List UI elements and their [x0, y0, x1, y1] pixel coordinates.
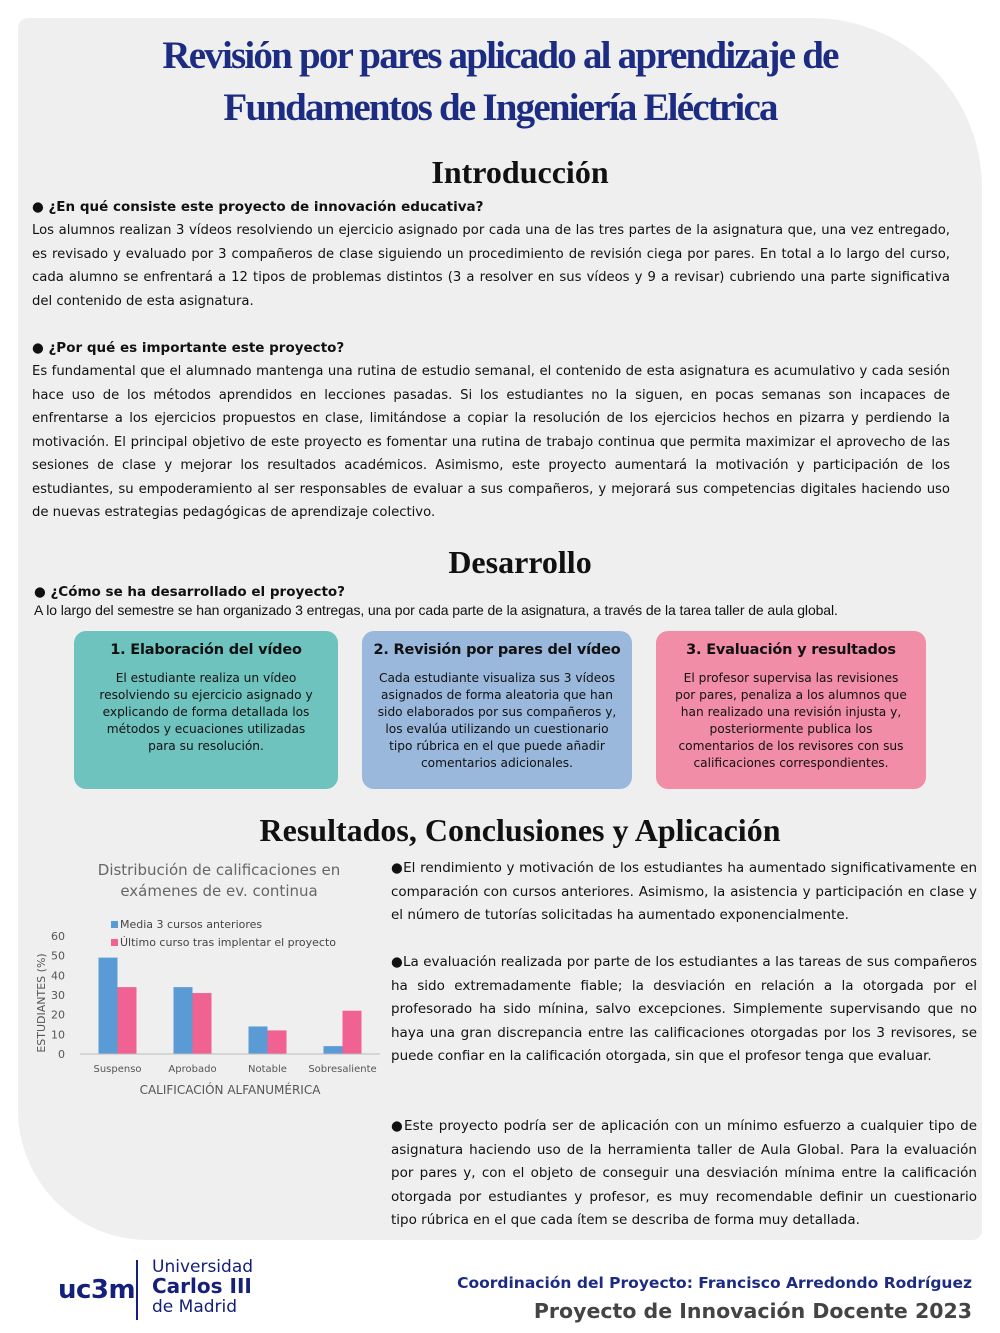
card-evaluacion — [656, 631, 926, 789]
title-line-2: Fundamentos de Ingeniería Eléctrica — [223, 86, 777, 129]
x-category-label: Notable — [248, 1064, 287, 1075]
x-category-label: Suspenso — [93, 1064, 142, 1075]
coordination-credit: Coordinación del Proyecto: Francisco Arredondo Rodríguez — [457, 1274, 972, 1292]
logo-line-3: de Madrid — [152, 1297, 238, 1317]
result-bullet-3: ●Este proyecto podría ser de aplicación con un mínimo esfuerzo a cualquier tipo de asignatura haciendo uso de la herramienta taller de Aula Global. Para la evaluación por pares y, con el objeto de conseguir una desviación mínima entre la calificación otorgada por estudiantes y profesor, es muy recomendable definir un cuestionario tipo rúbrica en el que cada ítem se describa de forma muy detallada. — [391, 1118, 977, 1228]
legend-label-previous: Media 3 cursos anteriores — [120, 918, 263, 931]
legend-swatch-current — [111, 939, 118, 946]
card-1-text: El estudiante realiza un vídeo resolviendo su ejercicio asignado y explicando de forma detallada los métodos y ecuaciones utilizadas para su resolución. — [99, 671, 313, 753]
y-tick-label: 40 — [51, 969, 65, 983]
logo-divider — [136, 1260, 138, 1320]
chart-y-axis-label: ESTUDIANTES (%) — [35, 953, 48, 1053]
card-2-title: 2. Revisión por pares del vídeo — [373, 642, 621, 658]
y-tick-label: 50 — [51, 949, 65, 963]
bar-aprobado-series-1 — [193, 993, 212, 1054]
y-tick-label: 10 — [51, 1028, 65, 1042]
result-bullet-2: ●La evaluación realizada por parte de los estudiantes a las tareas de sus compañeros ha sido extremadamente fiable; la desviación en relación a la otorgada por el profesorado ha sido mínina, salvo excepciones. Simplemente supervisando que no haya una gran discrepancia entre las calificaciones otorgadas por los 3 revisores, se puede confiar en la calificación otorgada, sin que el profesor tenga que evaluar. — [391, 954, 977, 1064]
chart-title-line-2: exámenes de ev. continua — [120, 882, 318, 900]
card-1-title: 1. Elaboración del vídeo — [110, 642, 302, 658]
intro-paragraph-2: Es fundamental que el alumnado mantenga una rutina de estudio semanal, el contenido de esta asignatura es acumulativo y cada sesión hace uso de los métodos aprendidos en lecciones pasadas. Si los estudiantes no la siguen, en pocas semanas son incapaces de enfrentarse a los ejercicios propuestos en clase, limitándose a copiar la resolución de los ejercicios hechos en pizarra y perdiendo la motivación. El principal objetivo de este proyecto es fomentar una rutina de trabajo continua que permita maximizar el aprovecho de las sesiones de clase y mejorar los resultados académicos. Asimismo, este proyecto aumentará la motivación y participación de los estudiantes, su empoderamiento al ser responsables de evaluar a sus compañeros, y mejorará sus competencias digitales haciendo uso de nuevas estrategias pedagógicas de aprendizaje colectivo. — [32, 364, 950, 520]
bar-suspenso-series-1 — [118, 987, 137, 1054]
intro-question-1: ● ¿En qué consiste este proyecto de innovación educativa? — [32, 199, 484, 215]
legend-swatch-previous — [111, 921, 118, 928]
card-2-text: Cada estudiante visualiza sus 3 vídeos asignados de forma aleatoria que han sido elaborados por sus compañeros y, los evalúa utilizando un cuestionario tipo rúbrica en el que puede añadir comentarios adicionales. — [377, 671, 617, 770]
bar-notable-series-0 — [249, 1026, 268, 1054]
bar-notable-series-1 — [268, 1030, 287, 1054]
y-tick-label: 0 — [58, 1048, 65, 1061]
intro-heading: Introducción — [431, 154, 609, 190]
result-bullet-1: ●El rendimiento y motivación de los estudiantes ha aumentado significativamente en comparación con cursos anteriores. Asimismo, la asistencia y participación en clase y el número de tutorías solicitadas ha aumentado exponencialmente. — [391, 860, 977, 923]
intro-question-2: ● ¿Por qué es importante este proyecto? — [32, 340, 345, 356]
intro-paragraph-1: Los alumnos realizan 3 vídeos resolviendo un ejercicio asignado por cada una de las tres partes de la asignatura que, una vez entregado, es revisado y evaluado por 3 compañeros de clase siguiendo un procedimiento de revisión ciega por pares. En total a lo largo del curso, cada alumno se enfrentará a 12 tipos de problemas distintos (3 a resolver en sus vídeos y 9 a revisar) cubriendo una parte significativa del contenido de esta asignatura. — [32, 223, 950, 309]
y-tick-label: 60 — [51, 930, 65, 943]
y-tick-label: 20 — [51, 1008, 65, 1022]
bar-sobresaliente-series-1 — [343, 1011, 362, 1054]
chart-title-line-1: Distribución de calificaciones en — [97, 861, 341, 879]
bar-aprobado-series-0 — [174, 987, 193, 1054]
card-3-text: El profesor supervisa las revisiones por pares, penaliza a los alumnos que han realizado una revisión injusta y, posteriormente publica los comentarios de los revisores con sus calificaciones correspondientes. — [675, 671, 907, 770]
bar-sobresaliente-series-0 — [324, 1046, 343, 1054]
logo-line-2: Carlos III — [152, 1274, 252, 1298]
legend-label-current: Último curso tras implentar el proyecto — [120, 936, 337, 949]
desarrollo-heading: Desarrollo — [448, 544, 592, 580]
bar-suspenso-series-0 — [99, 958, 118, 1054]
uc3m-logo: uc3m — [58, 1275, 136, 1305]
x-category-label: Aprobado — [168, 1064, 217, 1075]
card-elaboracion — [74, 631, 338, 789]
y-tick-label: 30 — [51, 989, 65, 1002]
card-revision — [362, 631, 632, 789]
project-label: Proyecto de Innovación Docente 2023 — [533, 1299, 972, 1323]
poster-title — [40, 30, 960, 134]
chart-x-axis-label: CALIFICACIÓN ALFANUMÉRICA — [139, 1083, 321, 1097]
logo-line-1: Universidad — [152, 1257, 254, 1277]
desarrollo-question: ● ¿Cómo se ha desarrollado el proyecto? — [34, 584, 346, 600]
title-line-1: Revisión por pares aplicado al aprendizaje de — [162, 34, 838, 77]
card-3-title: 3. Evaluación y resultados — [686, 642, 896, 658]
grades-chart — [25, 855, 385, 1105]
resultados-heading: Resultados, Conclusiones y Aplicación — [259, 812, 781, 848]
university-logo-text — [152, 1258, 253, 1317]
desarrollo-paragraph: A lo largo del semestre se han organizado 3 entregas, una por cada parte de la asignatura, a través de la tarea taller de aula global. — [34, 602, 838, 618]
x-category-label: Sobresaliente — [308, 1064, 377, 1075]
